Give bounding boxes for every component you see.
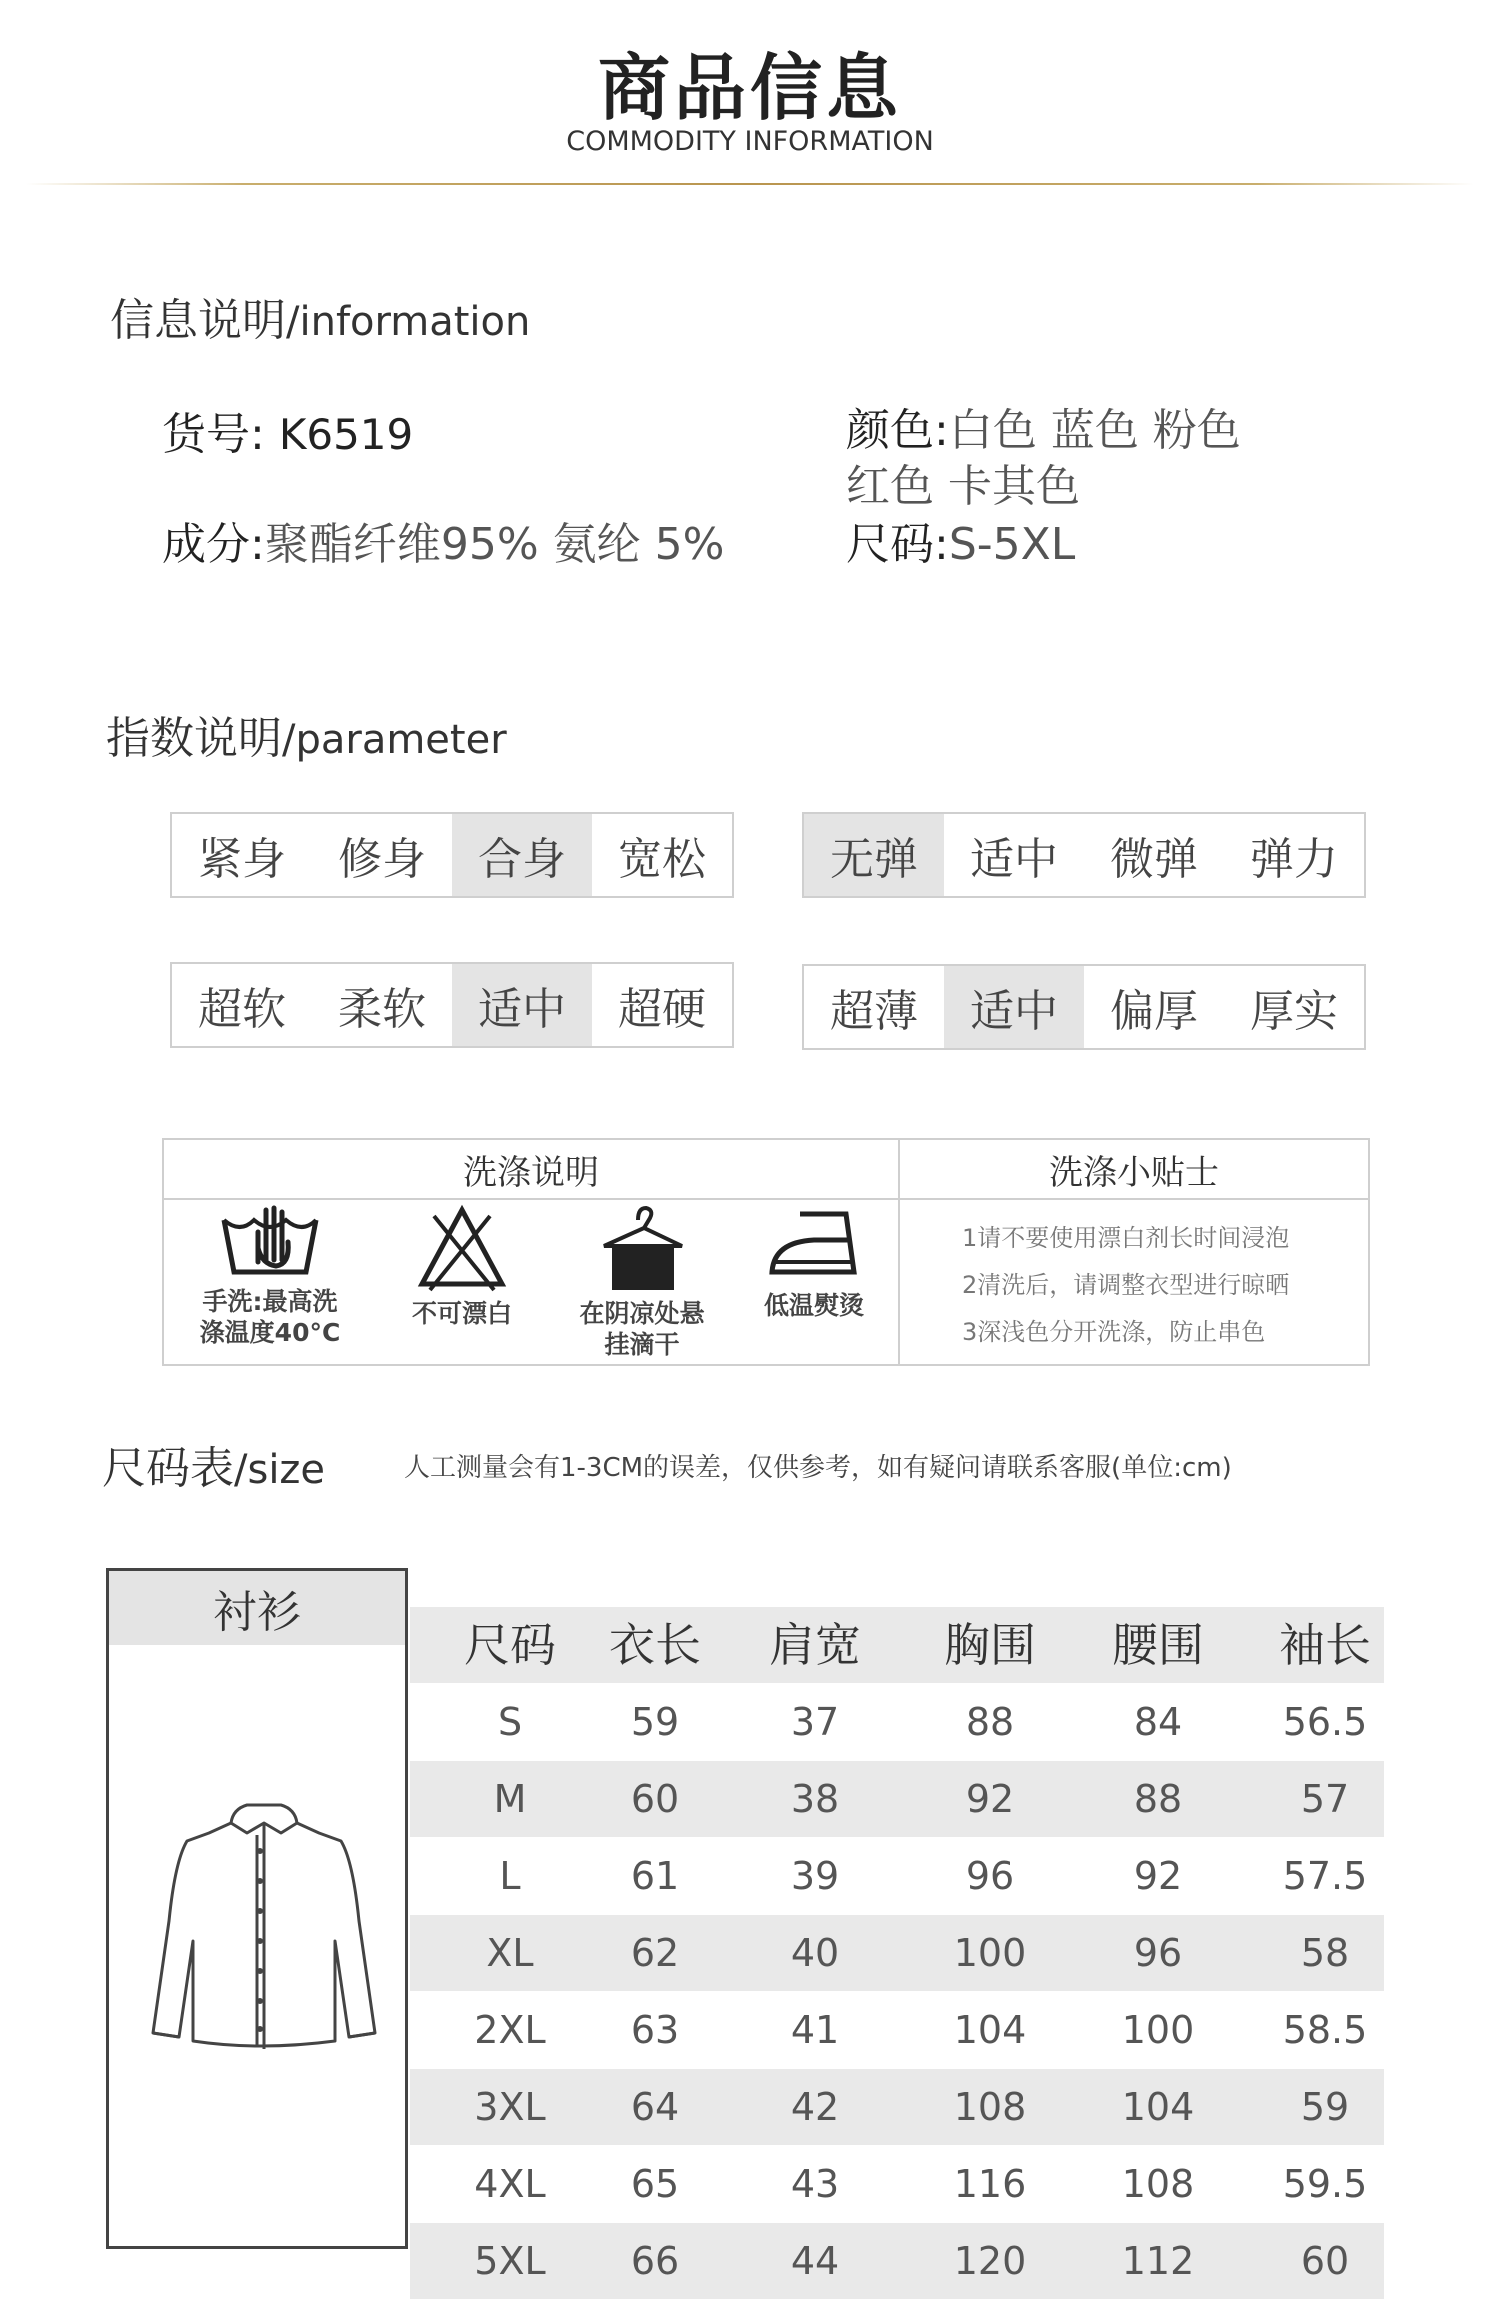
garment-panel bbox=[106, 1568, 408, 2249]
size-column-header: 腰围 bbox=[1112, 1618, 1204, 1672]
size-cell: 92 bbox=[1133, 1854, 1183, 1898]
softness-scale bbox=[170, 962, 734, 1048]
color-value-1: 白色 蓝色 粉色 bbox=[948, 405, 1241, 456]
size-value: S-5XL bbox=[948, 519, 1076, 570]
care-divider bbox=[898, 1140, 900, 1364]
no-bleach-label: 不可漂白 bbox=[411, 1299, 512, 1328]
size-cell: 59 bbox=[630, 1700, 680, 1744]
info-heading-cn: 信息说明 bbox=[110, 295, 286, 346]
size-cell: 104 bbox=[1121, 2085, 1195, 2129]
size-cell: 5XL bbox=[474, 2239, 546, 2283]
size-cell: 59 bbox=[1300, 2085, 1350, 2129]
size-cell: 100 bbox=[1121, 2008, 1195, 2052]
size-note: 人工测量会有1-3CM的误差，仅供参考，如有疑问请联系客服(单位:cm) bbox=[404, 1453, 1232, 1483]
size-label: 尺码: bbox=[846, 519, 949, 570]
size-cell: 66 bbox=[630, 2239, 680, 2283]
page-subtitle: COMMODITY INFORMATION bbox=[566, 126, 934, 157]
color-line2 bbox=[846, 450, 1080, 514]
size-cell: 60 bbox=[630, 1777, 680, 1821]
size-cell: 39 bbox=[790, 1854, 840, 1898]
color-label: 颜色: bbox=[846, 405, 949, 456]
size-cell: 4XL bbox=[474, 2162, 546, 2206]
hang-dry-label-1: 在阴凉处悬 bbox=[579, 1299, 705, 1328]
size-table-row bbox=[410, 1992, 1384, 2068]
size-table-header bbox=[410, 1607, 1384, 1683]
hand-wash-care bbox=[182, 1202, 358, 1348]
size-table-row bbox=[410, 1684, 1384, 1760]
scale-option-selected: 无弹 bbox=[804, 814, 944, 896]
param-heading bbox=[106, 702, 507, 766]
article-value: K6519 bbox=[278, 410, 414, 459]
shirt-illustration bbox=[149, 1801, 379, 2051]
scale-option: 宽松 bbox=[618, 834, 706, 885]
scale-option: 厚实 bbox=[1250, 986, 1338, 1037]
size-cell: S bbox=[497, 1700, 523, 1744]
size-cell: 42 bbox=[790, 2085, 840, 2129]
scale-option: 超软 bbox=[198, 984, 286, 1035]
gold-divider bbox=[26, 183, 1474, 185]
size-cell: 56.5 bbox=[1282, 1700, 1368, 1744]
size-cell: 59.5 bbox=[1282, 2162, 1368, 2206]
size-cell: 57 bbox=[1300, 1777, 1350, 1821]
color-value-2: 红色 卡其色 bbox=[846, 461, 1080, 512]
tip-3: 3深浅色分开洗涤，防止串色 bbox=[962, 1318, 1266, 1346]
scale-option: 柔软 bbox=[338, 984, 426, 1035]
scale-option: 弹力 bbox=[1250, 834, 1338, 885]
param-heading-cn: 指数说明 bbox=[106, 713, 282, 764]
size-table-row bbox=[410, 2069, 1384, 2145]
size-cell: 62 bbox=[630, 1931, 680, 1975]
size-cell: 84 bbox=[1133, 1700, 1183, 1744]
size-column-header: 肩宽 bbox=[769, 1618, 861, 1672]
wash-tips-title: 洗涤小贴士 bbox=[900, 1140, 1368, 1200]
size-cell: M bbox=[493, 1777, 527, 1821]
color bbox=[846, 394, 1241, 458]
size-cell: 40 bbox=[790, 1931, 840, 1975]
size-cell: 2XL bbox=[474, 2008, 546, 2052]
tip-2: 2清洗后，请调整衣型进行晾晒 bbox=[962, 1271, 1290, 1299]
size-table-row bbox=[410, 1915, 1384, 1991]
material-label: 成分: bbox=[162, 519, 265, 570]
hang-dry-icon bbox=[596, 1202, 688, 1294]
tip-1: 1请不要使用漂白剂长时间浸泡 bbox=[962, 1224, 1290, 1252]
wash-instructions-title: 洗涤说明 bbox=[164, 1140, 898, 1200]
page-title: 商品信息 bbox=[597, 46, 902, 130]
size-cell: 43 bbox=[790, 2162, 840, 2206]
info-heading bbox=[110, 284, 530, 348]
scale-option-selected: 适中 bbox=[452, 964, 592, 1046]
size-cell: 112 bbox=[1121, 2239, 1195, 2283]
size-table-row bbox=[410, 1838, 1384, 1914]
size-cell: XL bbox=[486, 1931, 534, 1975]
size-cell: 58 bbox=[1300, 1931, 1350, 1975]
info-heading-en: /information bbox=[286, 299, 531, 345]
size-cell: 92 bbox=[965, 1777, 1015, 1821]
size-cell: L bbox=[499, 1854, 521, 1898]
size-cell: 108 bbox=[953, 2085, 1027, 2129]
thickness-scale bbox=[802, 964, 1366, 1050]
size-cell: 61 bbox=[630, 1854, 680, 1898]
size-cell: 57.5 bbox=[1282, 1854, 1368, 1898]
article-number bbox=[162, 398, 413, 462]
size-cell: 96 bbox=[1133, 1931, 1183, 1975]
article-label: 货号: bbox=[162, 409, 279, 460]
scale-option-selected: 适中 bbox=[944, 966, 1084, 1048]
hang-dry-label-2: 挂滴干 bbox=[604, 1330, 680, 1359]
size-range bbox=[846, 508, 1075, 572]
size-heading-cn: 尺码表 bbox=[102, 1443, 234, 1494]
hang-dry-care bbox=[552, 1202, 732, 1360]
size-cell: 116 bbox=[953, 2162, 1027, 2206]
scale-option: 适中 bbox=[970, 834, 1058, 885]
low-iron-icon bbox=[766, 1202, 862, 1286]
size-column-header: 胸围 bbox=[944, 1618, 1036, 1672]
no-bleach-care bbox=[384, 1202, 540, 1329]
scale-option: 超薄 bbox=[830, 986, 918, 1037]
size-table-row bbox=[410, 2223, 1384, 2299]
size-cell: 3XL bbox=[474, 2085, 546, 2129]
size-cell: 58.5 bbox=[1282, 2008, 1368, 2052]
size-column-header: 衣长 bbox=[609, 1618, 701, 1672]
param-heading-en: /parameter bbox=[282, 717, 507, 763]
scale-option: 超硬 bbox=[618, 984, 706, 1035]
scale-option-selected: 合身 bbox=[452, 814, 592, 896]
size-cell: 100 bbox=[953, 1931, 1027, 1975]
size-cell: 65 bbox=[630, 2162, 680, 2206]
size-cell: 44 bbox=[790, 2239, 840, 2283]
scale-option: 偏厚 bbox=[1110, 986, 1198, 1037]
size-cell: 88 bbox=[965, 1700, 1015, 1744]
size-table-row bbox=[410, 2146, 1384, 2222]
care-box bbox=[162, 1138, 1370, 1366]
hand-wash-label-2: 涤温度40°C bbox=[199, 1318, 341, 1347]
size-cell: 104 bbox=[953, 2008, 1027, 2052]
size-cell: 37 bbox=[790, 1700, 840, 1744]
size-cell: 64 bbox=[630, 2085, 680, 2129]
size-heading bbox=[102, 1432, 325, 1496]
size-table-row bbox=[410, 1761, 1384, 1837]
size-cell: 120 bbox=[953, 2239, 1027, 2283]
hand-wash-icon bbox=[218, 1202, 322, 1282]
low-iron-label: 低温熨烫 bbox=[763, 1291, 864, 1320]
garment-type: 衬衫 bbox=[109, 1571, 405, 1645]
scale-option: 紧身 bbox=[198, 834, 286, 885]
scale-option: 修身 bbox=[338, 834, 426, 885]
scale-option: 微弹 bbox=[1110, 834, 1198, 885]
size-cell: 63 bbox=[630, 2008, 680, 2052]
size-column-header: 袖长 bbox=[1279, 1618, 1371, 1672]
material bbox=[162, 508, 724, 572]
size-cell: 38 bbox=[790, 1777, 840, 1821]
size-column-header: 尺码 bbox=[464, 1618, 556, 1672]
stretch-scale bbox=[802, 812, 1366, 898]
hand-wash-label-1: 手洗:最高洗 bbox=[202, 1287, 338, 1316]
size-heading-en: /size bbox=[234, 1447, 326, 1493]
size-cell: 41 bbox=[790, 2008, 840, 2052]
no-bleach-icon bbox=[416, 1202, 508, 1294]
size-cell: 88 bbox=[1133, 1777, 1183, 1821]
size-cell: 60 bbox=[1300, 2239, 1350, 2283]
material-value: 聚酯纤维95% 氨纶 5% bbox=[264, 519, 725, 570]
fit-scale bbox=[170, 812, 734, 898]
size-cell: 96 bbox=[965, 1854, 1015, 1898]
low-iron-care bbox=[736, 1202, 892, 1321]
size-cell: 108 bbox=[1121, 2162, 1195, 2206]
